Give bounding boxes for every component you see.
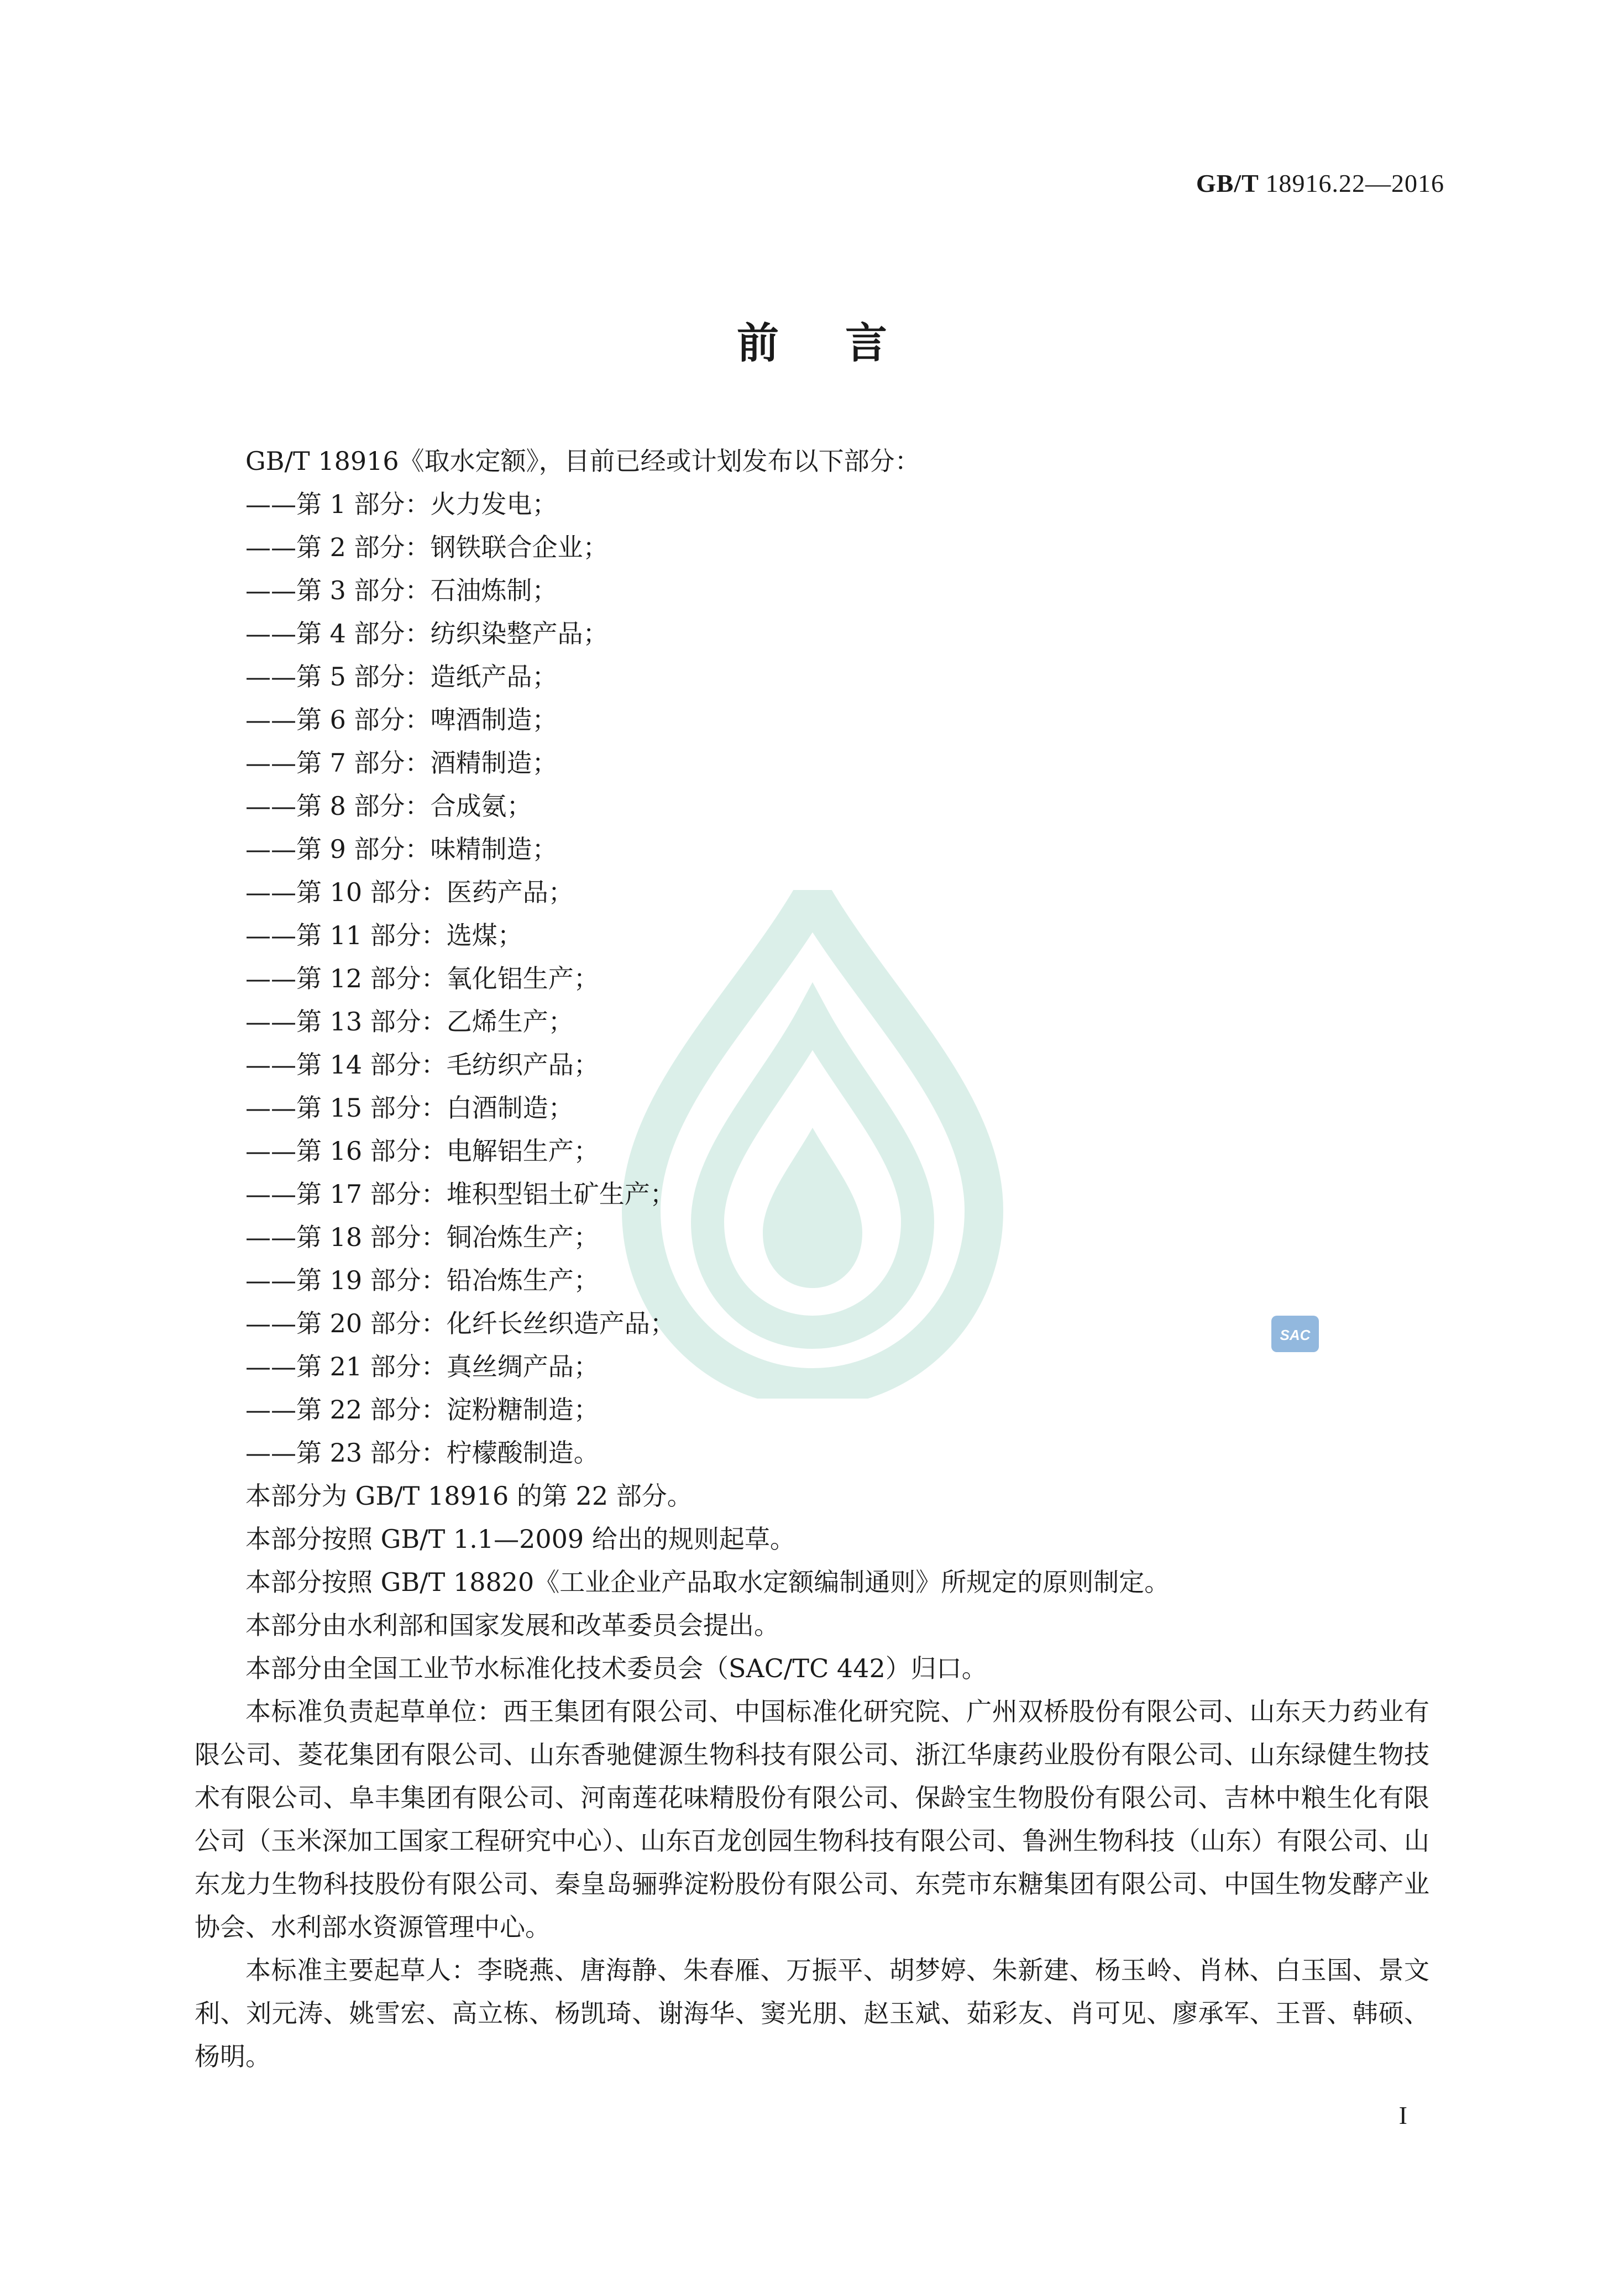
- list-item: ——第 6 部分：啤酒制造；: [245, 705, 558, 735]
- statement-part-number: 本部分为 GB/T 18916 的第 22 部分。: [245, 1481, 693, 1511]
- intro-paragraph: GB/T 18916《取水定额》，目前已经或计划发布以下部分：: [245, 446, 920, 476]
- list-item: ——第 12 部分：氧化铝生产；: [245, 964, 599, 993]
- svg-text:SAC: SAC: [1280, 1327, 1311, 1343]
- list-item: ——第 15 部分：白酒制造；: [245, 1093, 574, 1123]
- list-item: ——第 1 部分：火力发电；: [245, 489, 558, 519]
- standard-number: [1196, 169, 1444, 198]
- list-item: ——第 4 部分：纺织染整产品；: [245, 619, 609, 648]
- list-item: ——第 22 部分：淀粉糖制造；: [245, 1395, 599, 1425]
- statement-drafting-rules: 本部分按照 GB/T 1.1—2009 给出的规则起草。: [245, 1524, 795, 1554]
- list-item: ——第 8 部分：合成氨；: [245, 791, 532, 821]
- list-item: ——第 10 部分：医药产品；: [245, 877, 574, 907]
- standard-code: 18916.22—2016: [1265, 169, 1444, 197]
- page-number: I: [1398, 2101, 1407, 2129]
- list-item: ——第 11 部分：选煤；: [245, 920, 523, 950]
- standard-prefix: GB/T: [1196, 169, 1259, 197]
- list-item: ——第 18 部分：铜冶炼生产；: [245, 1222, 599, 1252]
- foreword-body: [195, 439, 1429, 2078]
- list-item: ——第 23 部分：柠檬酸制造。: [245, 1438, 599, 1468]
- statement-principles: 本部分按照 GB/T 18820《工业企业产品取水定额编制通则》所规定的原则制定。: [245, 1567, 1170, 1597]
- list-item: ——第 7 部分：酒精制造；: [245, 748, 558, 778]
- drafters-paragraph: 本标准主要起草人：李晓燕、唐海静、朱春雁、万振平、胡梦婷、朱新建、杨玉岭、肖林、白玉国、景文利、刘元涛、姚雪宏、高立栋、杨凯琦、谢海华、窦光朋、赵玉斌、茹彩友、肖可见、廖承军、王晋、韩硕、杨明。: [195, 1955, 1429, 2071]
- list-item: ——第 2 部分：钢铁联合企业；: [245, 532, 609, 562]
- drafting-units-paragraph: 本标准负责起草单位：西王集团有限公司、中国标准化研究院、广州双桥股份有限公司、山东天力药业有限公司、菱花集团有限公司、山东香驰健源生物科技有限公司、浙江华康药业股份有限公司、山东绿健生物技术有限公司、阜丰集团有限公司、河南莲花味精股份有限公司、保龄宝生物股份有限公司、吉林中粮生化有限公司（玉米深加工国家工程研究中心）、山东百龙创园生物科技有限公司、鲁洲生物科技（山东）有限公司、山东龙力生物科技股份有限公司、秦皇岛骊骅淀粉股份有限公司、东莞市东糖集团有限公司、中国生物发酵产业协会、水利部水资源管理中心。: [195, 1697, 1429, 1942]
- list-item: ——第 16 部分：电解铝生产；: [245, 1136, 599, 1166]
- list-item: ——第 9 部分：味精制造；: [245, 834, 558, 864]
- list-item: ——第 14 部分：毛纺织产品；: [245, 1050, 599, 1080]
- statement-proposer: 本部分由水利部和国家发展和改革委员会提出。: [245, 1610, 779, 1640]
- page-title: 前言: [737, 318, 954, 368]
- list-item: ——第 19 部分：铅冶炼生产；: [245, 1265, 599, 1295]
- list-item: ——第 21 部分：真丝绸产品；: [245, 1352, 599, 1381]
- list-item: ——第 3 部分：石油炼制；: [245, 575, 558, 605]
- statement-administrator: 本部分由全国工业节水标准化技术委员会（SAC/TC 442）归口。: [245, 1653, 987, 1683]
- list-item: ——第 13 部分：乙烯生产；: [245, 1007, 574, 1036]
- list-item: ——第 17 部分：堆积型铝土矿生产；: [245, 1179, 675, 1209]
- list-item: ——第 5 部分：造纸产品；: [245, 662, 558, 692]
- list-item: ——第 20 部分：化纤长丝织造产品；: [245, 1308, 675, 1338]
- parts-list: [195, 483, 1429, 1474]
